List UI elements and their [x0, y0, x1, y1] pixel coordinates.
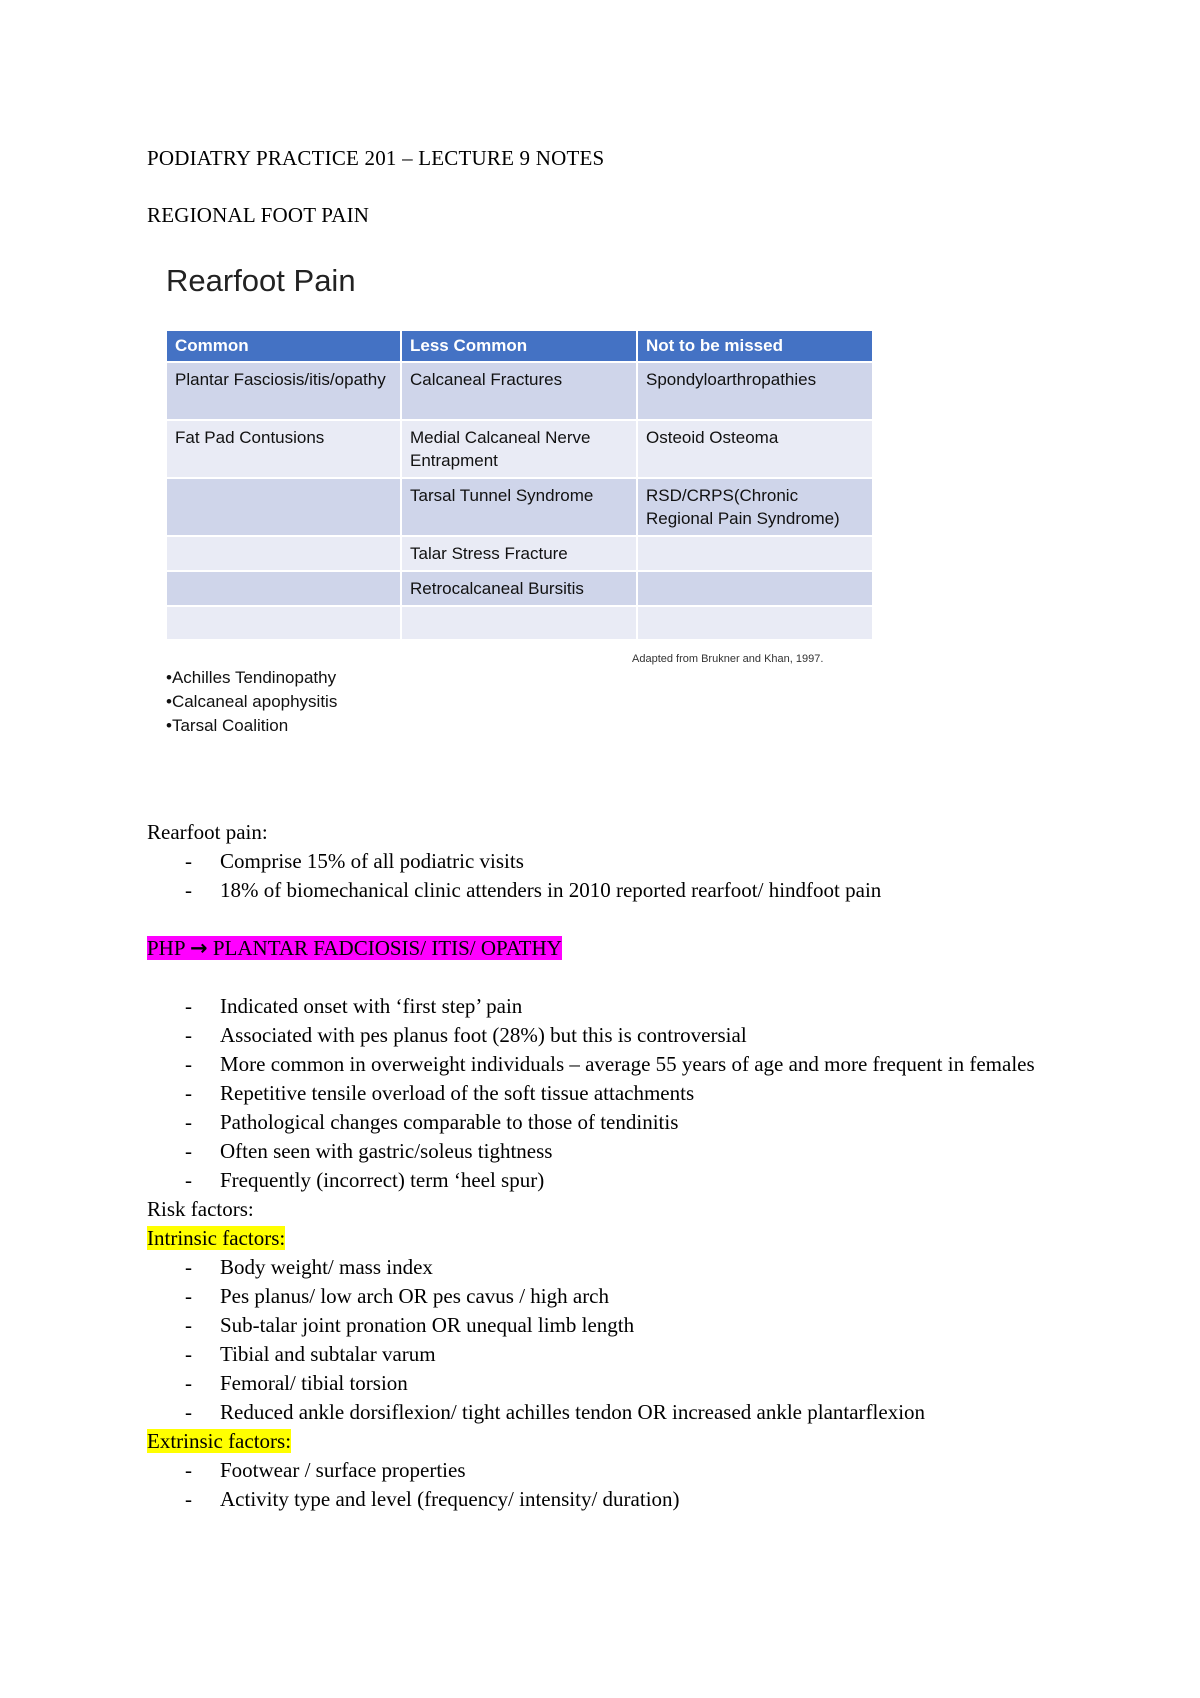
rearfoot-pain-table: [167, 331, 874, 641]
list-item: - More common in overweight individuals – average 55 years of age and more frequent in females: [147, 1050, 1067, 1079]
table-cell: RSD/CRPS(Chronic Regional Pain Syndrome): [637, 478, 873, 536]
list-item: - 18% of biomechanical clinic attenders in 2010 reported rearfoot/ hindfoot pain: [147, 876, 1067, 905]
rearfoot-list: [147, 847, 1067, 905]
table-row: [167, 571, 873, 606]
php-heading: [147, 934, 1067, 963]
list-item: - Reduced ankle dorsiflexion/ tight achilles tendon OR increased ankle plantarflexion: [147, 1398, 1067, 1427]
table-cell: Retrocalcaneal Bursitis: [401, 571, 637, 606]
table-cell: [637, 536, 873, 571]
table-cell: [167, 478, 401, 536]
php-heading-abbrev: PHP: [147, 936, 185, 960]
list-item: - Activity type and level (frequency/ intensity/ duration): [147, 1485, 1067, 1514]
list-item: - Repetitive tensile overload of the soft tissue attachments: [147, 1079, 1067, 1108]
slide-title: Rearfoot Pain: [166, 263, 356, 298]
slide-bullet-list: [166, 666, 337, 738]
list-item: - Indicated onset with ‘first step’ pain: [147, 992, 1067, 1021]
table-cell: [637, 571, 873, 606]
table-cell: [167, 571, 401, 606]
table-header-row: [167, 331, 873, 362]
list-item: - Femoral/ tibial torsion: [147, 1369, 1067, 1398]
arrow-icon: →: [190, 936, 208, 960]
php-section: [147, 934, 1067, 1514]
table-cell: Talar Stress Fracture: [401, 536, 637, 571]
list-item: • Tarsal Coalition: [166, 714, 337, 738]
intrinsic-factors-heading: Intrinsic factors:: [147, 1226, 286, 1250]
table-row: [167, 420, 873, 478]
list-item: - Pathological changes comparable to those of tendinitis: [147, 1108, 1067, 1137]
list-item: - Pes planus/ low arch OR pes cavus / high arch: [147, 1282, 1067, 1311]
table-row: [167, 478, 873, 536]
table-cell: Osteoid Osteoma: [637, 420, 873, 478]
list-item: - Often seen with gastric/soleus tightness: [147, 1137, 1067, 1166]
table-header-cell: Common: [167, 331, 401, 362]
php-heading-text: PLANTAR FADCIOSIS/ ITIS/ OPATHY: [212, 936, 562, 960]
table-cell: Tarsal Tunnel Syndrome: [401, 478, 637, 536]
extrinsic-factors-list: [147, 1456, 1067, 1514]
list-item: - Sub-talar joint pronation OR unequal limb length: [147, 1311, 1067, 1340]
table-cell: Calcaneal Fractures: [401, 362, 637, 420]
table-cell: [401, 606, 637, 640]
list-item: • Achilles Tendinopathy: [166, 666, 337, 690]
embedded-slide: [160, 255, 880, 745]
document-subtitle: REGIONAL FOOT PAIN: [147, 203, 370, 227]
table-cell: Spondyloarthropathies: [637, 362, 873, 420]
list-item: - Frequently (incorrect) term ‘heel spur): [147, 1166, 1067, 1195]
php-list: [147, 992, 1067, 1195]
risk-factors-heading: Risk factors:: [147, 1197, 254, 1221]
slide-source-citation: Adapted from Brukner and Khan, 1997.: [632, 653, 824, 665]
table-row: [167, 606, 873, 640]
table-row: [167, 362, 873, 420]
extrinsic-factors-heading: Extrinsic factors:: [147, 1429, 292, 1453]
table-header-cell: Not to be missed: [637, 331, 873, 362]
list-item: - Footwear / surface properties: [147, 1456, 1067, 1485]
table-header-cell: Less Common: [401, 331, 637, 362]
intrinsic-factors-list: [147, 1253, 1067, 1427]
table-cell: [167, 606, 401, 640]
table-row: [167, 536, 873, 571]
list-item: - Associated with pes planus foot (28%) but this is controversial: [147, 1021, 1067, 1050]
list-item: - Comprise 15% of all podiatric visits: [147, 847, 1067, 876]
document-title: PODIATRY PRACTICE 201 – LECTURE 9 NOTES: [147, 146, 605, 170]
table-cell: Medial Calcaneal Nerve Entrapment: [401, 420, 637, 478]
list-item: • Calcaneal apophysitis: [166, 690, 337, 714]
rearfoot-section: [147, 818, 1067, 905]
list-item: - Body weight/ mass index: [147, 1253, 1067, 1282]
rearfoot-heading: Rearfoot pain:: [147, 820, 268, 844]
table-cell: Fat Pad Contusions: [167, 420, 401, 478]
list-item: - Tibial and subtalar varum: [147, 1340, 1067, 1369]
table-cell: [167, 536, 401, 571]
table-cell: [637, 606, 873, 640]
table-cell: Plantar Fasciosis/itis/opathy: [167, 362, 401, 420]
